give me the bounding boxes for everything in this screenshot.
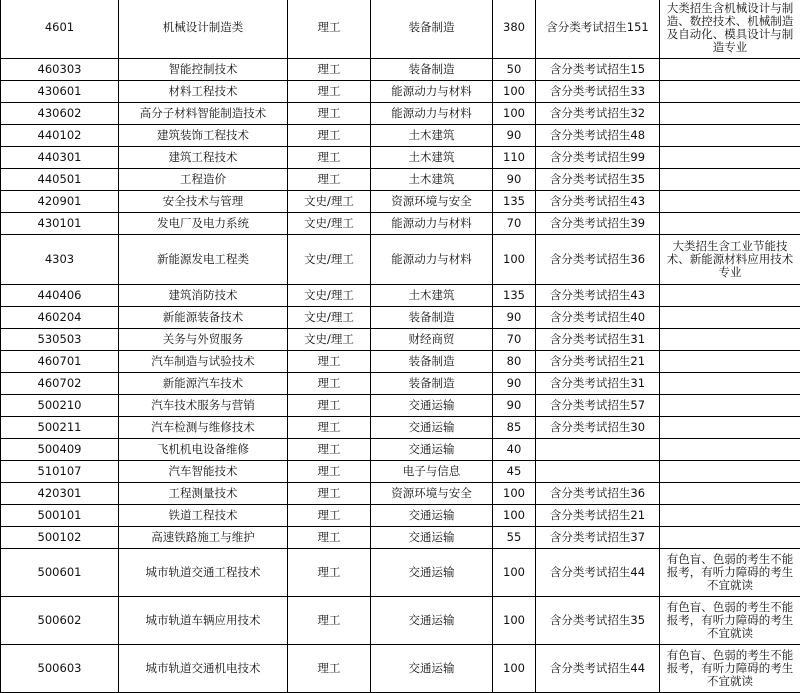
plan-count: 90 bbox=[493, 169, 536, 191]
plan-count: 45 bbox=[493, 461, 536, 483]
major-name: 材料工程技术 bbox=[119, 81, 288, 103]
table-row bbox=[1, 125, 800, 147]
major-name: 建筑装饰工程技术 bbox=[119, 125, 288, 147]
table-row bbox=[1, 285, 800, 307]
major-code: 510107 bbox=[1, 461, 119, 483]
remark bbox=[660, 307, 800, 329]
plan-count: 100 bbox=[493, 597, 536, 645]
table-row bbox=[1, 307, 800, 329]
major-category: 土木建筑 bbox=[371, 285, 493, 307]
plan-note: 含分类考试招生57 bbox=[536, 395, 660, 417]
major-name: 工程造价 bbox=[119, 169, 288, 191]
major-category: 土木建筑 bbox=[371, 147, 493, 169]
remark bbox=[660, 351, 800, 373]
plan-note: 含分类考试招生36 bbox=[536, 235, 660, 285]
subject-type: 理工 bbox=[288, 549, 371, 597]
major-category: 资源环境与安全 bbox=[371, 191, 493, 213]
plan-count: 100 bbox=[493, 645, 536, 693]
table-row bbox=[1, 0, 800, 59]
remark bbox=[660, 373, 800, 395]
major-name: 智能控制技术 bbox=[119, 59, 288, 81]
plan-note: 含分类考试招生32 bbox=[536, 103, 660, 125]
plan-count: 50 bbox=[493, 59, 536, 81]
remark bbox=[660, 505, 800, 527]
table-row bbox=[1, 213, 800, 235]
major-name: 发电厂及电力系统 bbox=[119, 213, 288, 235]
table-row bbox=[1, 81, 800, 103]
table-row bbox=[1, 373, 800, 395]
table-row bbox=[1, 439, 800, 461]
remark bbox=[660, 439, 800, 461]
subject-type: 理工 bbox=[288, 351, 371, 373]
table-row bbox=[1, 505, 800, 527]
subject-type: 理工 bbox=[288, 373, 371, 395]
plan-count: 100 bbox=[493, 505, 536, 527]
major-name: 汽车检测与维修技术 bbox=[119, 417, 288, 439]
major-name: 新能源汽车技术 bbox=[119, 373, 288, 395]
major-name: 铁道工程技术 bbox=[119, 505, 288, 527]
subject-type: 文史/理工 bbox=[288, 191, 371, 213]
plan-note: 含分类考试招生48 bbox=[536, 125, 660, 147]
table-row bbox=[1, 395, 800, 417]
plan-note: 含分类考试招生21 bbox=[536, 351, 660, 373]
remark bbox=[660, 59, 800, 81]
table-row bbox=[1, 103, 800, 125]
major-code: 500101 bbox=[1, 505, 119, 527]
major-category: 土木建筑 bbox=[371, 169, 493, 191]
subject-type: 文史/理工 bbox=[288, 213, 371, 235]
plan-note: 含分类考试招生37 bbox=[536, 527, 660, 549]
major-name: 城市轨道车辆应用技术 bbox=[119, 597, 288, 645]
major-code: 4601 bbox=[1, 0, 119, 59]
subject-type: 理工 bbox=[288, 645, 371, 693]
remark bbox=[660, 483, 800, 505]
plan-note: 含分类考试招生43 bbox=[536, 285, 660, 307]
remark bbox=[660, 125, 800, 147]
major-name: 建筑工程技术 bbox=[119, 147, 288, 169]
major-category: 土木建筑 bbox=[371, 125, 493, 147]
remark bbox=[660, 417, 800, 439]
subject-type: 理工 bbox=[288, 103, 371, 125]
subject-type: 理工 bbox=[288, 125, 371, 147]
major-code: 4303 bbox=[1, 235, 119, 285]
plan-count: 90 bbox=[493, 395, 536, 417]
remark bbox=[660, 395, 800, 417]
major-code: 530503 bbox=[1, 329, 119, 351]
major-code: 460701 bbox=[1, 351, 119, 373]
subject-type: 理工 bbox=[288, 147, 371, 169]
major-name: 建筑消防技术 bbox=[119, 285, 288, 307]
remark bbox=[660, 329, 800, 351]
plan-note: 含分类考试招生39 bbox=[536, 213, 660, 235]
plan-note: 含分类考试招生31 bbox=[536, 373, 660, 395]
major-code: 500102 bbox=[1, 527, 119, 549]
plan-count: 90 bbox=[493, 125, 536, 147]
remark bbox=[660, 103, 800, 125]
major-name: 高分子材料智能制造技术 bbox=[119, 103, 288, 125]
major-name: 城市轨道交通机电技术 bbox=[119, 645, 288, 693]
subject-type: 理工 bbox=[288, 395, 371, 417]
plan-note: 含分类考试招生44 bbox=[536, 645, 660, 693]
table-row bbox=[1, 169, 800, 191]
major-name: 飞机机电设备维修 bbox=[119, 439, 288, 461]
plan-note: 含分类考试招生99 bbox=[536, 147, 660, 169]
table-row bbox=[1, 597, 800, 645]
table-row bbox=[1, 351, 800, 373]
subject-type: 理工 bbox=[288, 483, 371, 505]
remark: 有色盲、色弱的考生不能报考，有听力障碍的考生不宜就读 bbox=[660, 597, 800, 645]
subject-type: 理工 bbox=[288, 59, 371, 81]
plan-count: 85 bbox=[493, 417, 536, 439]
plan-note: 含分类考试招生35 bbox=[536, 597, 660, 645]
plan-count: 100 bbox=[493, 483, 536, 505]
major-category: 装备制造 bbox=[371, 373, 493, 395]
major-name: 机械设计制造类 bbox=[119, 0, 288, 59]
major-category: 资源环境与安全 bbox=[371, 483, 493, 505]
major-category: 装备制造 bbox=[371, 351, 493, 373]
subject-type: 文史/理工 bbox=[288, 285, 371, 307]
major-code: 500211 bbox=[1, 417, 119, 439]
major-category: 交通运输 bbox=[371, 527, 493, 549]
subject-type: 理工 bbox=[288, 0, 371, 59]
major-code: 460303 bbox=[1, 59, 119, 81]
plan-note: 含分类考试招生21 bbox=[536, 505, 660, 527]
remark bbox=[660, 81, 800, 103]
plan-note: 含分类考试招生15 bbox=[536, 59, 660, 81]
major-code: 500601 bbox=[1, 549, 119, 597]
remark bbox=[660, 147, 800, 169]
subject-type: 理工 bbox=[288, 505, 371, 527]
plan-count: 90 bbox=[493, 373, 536, 395]
major-code: 460204 bbox=[1, 307, 119, 329]
major-name: 汽车制造与试验技术 bbox=[119, 351, 288, 373]
major-code: 500409 bbox=[1, 439, 119, 461]
major-name: 汽车技术服务与营销 bbox=[119, 395, 288, 417]
plan-count: 100 bbox=[493, 235, 536, 285]
subject-type: 理工 bbox=[288, 417, 371, 439]
major-code: 460702 bbox=[1, 373, 119, 395]
remark: 大类招生含机械设计与制造、数控技术、机械制造及自动化、模具设计与制造专业 bbox=[660, 0, 800, 59]
major-name: 城市轨道交通工程技术 bbox=[119, 549, 288, 597]
major-name: 高速铁路施工与维护 bbox=[119, 527, 288, 549]
major-code: 420901 bbox=[1, 191, 119, 213]
major-category: 交通运输 bbox=[371, 395, 493, 417]
major-category: 装备制造 bbox=[371, 59, 493, 81]
plan-count: 70 bbox=[493, 213, 536, 235]
major-code: 430601 bbox=[1, 81, 119, 103]
plan-count: 80 bbox=[493, 351, 536, 373]
subject-type: 文史/理工 bbox=[288, 329, 371, 351]
plan-count: 100 bbox=[493, 103, 536, 125]
plan-count: 100 bbox=[493, 81, 536, 103]
table-row bbox=[1, 483, 800, 505]
major-category: 能源动力与材料 bbox=[371, 103, 493, 125]
major-code: 440102 bbox=[1, 125, 119, 147]
table-row bbox=[1, 527, 800, 549]
major-category: 装备制造 bbox=[371, 307, 493, 329]
major-table-body bbox=[1, 0, 800, 693]
subject-type: 文史/理工 bbox=[288, 235, 371, 285]
major-category: 装备制造 bbox=[371, 0, 493, 59]
remark: 有色盲、色弱的考生不能报考，有听力障碍的考生不宜就读 bbox=[660, 549, 800, 597]
major-code: 440501 bbox=[1, 169, 119, 191]
major-name: 新能源装备技术 bbox=[119, 307, 288, 329]
table-row bbox=[1, 549, 800, 597]
major-code: 500602 bbox=[1, 597, 119, 645]
remark bbox=[660, 191, 800, 213]
plan-note: 含分类考试招生36 bbox=[536, 483, 660, 505]
plan-count: 55 bbox=[493, 527, 536, 549]
major-category: 交通运输 bbox=[371, 645, 493, 693]
table-row bbox=[1, 645, 800, 693]
major-name: 汽车智能技术 bbox=[119, 461, 288, 483]
plan-note: 含分类考试招生44 bbox=[536, 549, 660, 597]
major-code: 500210 bbox=[1, 395, 119, 417]
subject-type: 理工 bbox=[288, 597, 371, 645]
plan-note: 含分类考试招生30 bbox=[536, 417, 660, 439]
major-category: 能源动力与材料 bbox=[371, 235, 493, 285]
major-name: 工程测量技术 bbox=[119, 483, 288, 505]
plan-note: 含分类考试招生33 bbox=[536, 81, 660, 103]
plan-note bbox=[536, 439, 660, 461]
subject-type: 理工 bbox=[288, 439, 371, 461]
major-code: 430101 bbox=[1, 213, 119, 235]
major-category: 交通运输 bbox=[371, 417, 493, 439]
plan-count: 380 bbox=[493, 0, 536, 59]
plan-note: 含分类考试招生40 bbox=[536, 307, 660, 329]
plan-count: 90 bbox=[493, 307, 536, 329]
major-category: 交通运输 bbox=[371, 549, 493, 597]
remark bbox=[660, 169, 800, 191]
major-code: 440301 bbox=[1, 147, 119, 169]
remark bbox=[660, 461, 800, 483]
subject-type: 文史/理工 bbox=[288, 307, 371, 329]
table-row bbox=[1, 329, 800, 351]
major-code: 420301 bbox=[1, 483, 119, 505]
major-category: 财经商贸 bbox=[371, 329, 493, 351]
table-row bbox=[1, 417, 800, 439]
plan-count: 100 bbox=[493, 549, 536, 597]
major-category: 交通运输 bbox=[371, 439, 493, 461]
remark: 有色盲、色弱的考生不能报考，有听力障碍的考生不宜就读 bbox=[660, 645, 800, 693]
plan-note: 含分类考试招生31 bbox=[536, 329, 660, 351]
subject-type: 理工 bbox=[288, 81, 371, 103]
table-row bbox=[1, 59, 800, 81]
major-name: 新能源发电工程类 bbox=[119, 235, 288, 285]
table-row bbox=[1, 147, 800, 169]
major-name: 安全技术与管理 bbox=[119, 191, 288, 213]
major-category: 交通运输 bbox=[371, 505, 493, 527]
remark bbox=[660, 527, 800, 549]
major-code: 430602 bbox=[1, 103, 119, 125]
plan-note: 含分类考试招生43 bbox=[536, 191, 660, 213]
plan-count: 135 bbox=[493, 285, 536, 307]
plan-count: 135 bbox=[493, 191, 536, 213]
table-row bbox=[1, 461, 800, 483]
plan-count: 110 bbox=[493, 147, 536, 169]
plan-count: 70 bbox=[493, 329, 536, 351]
subject-type: 理工 bbox=[288, 169, 371, 191]
major-category: 交通运输 bbox=[371, 597, 493, 645]
table-row bbox=[1, 235, 800, 285]
subject-type: 理工 bbox=[288, 527, 371, 549]
major-name: 关务与外贸服务 bbox=[119, 329, 288, 351]
plan-count: 40 bbox=[493, 439, 536, 461]
plan-note bbox=[536, 461, 660, 483]
major-category: 电子与信息 bbox=[371, 461, 493, 483]
table-row bbox=[1, 191, 800, 213]
major-code: 440406 bbox=[1, 285, 119, 307]
remark bbox=[660, 213, 800, 235]
subject-type: 理工 bbox=[288, 461, 371, 483]
major-category: 能源动力与材料 bbox=[371, 81, 493, 103]
major-category: 能源动力与材料 bbox=[371, 213, 493, 235]
plan-note: 含分类考试招生151 bbox=[536, 0, 660, 59]
major-code: 500603 bbox=[1, 645, 119, 693]
remark: 大类招生含工业节能技术、新能源材料应用技术专业 bbox=[660, 235, 800, 285]
remark bbox=[660, 285, 800, 307]
plan-note: 含分类考试招生35 bbox=[536, 169, 660, 191]
